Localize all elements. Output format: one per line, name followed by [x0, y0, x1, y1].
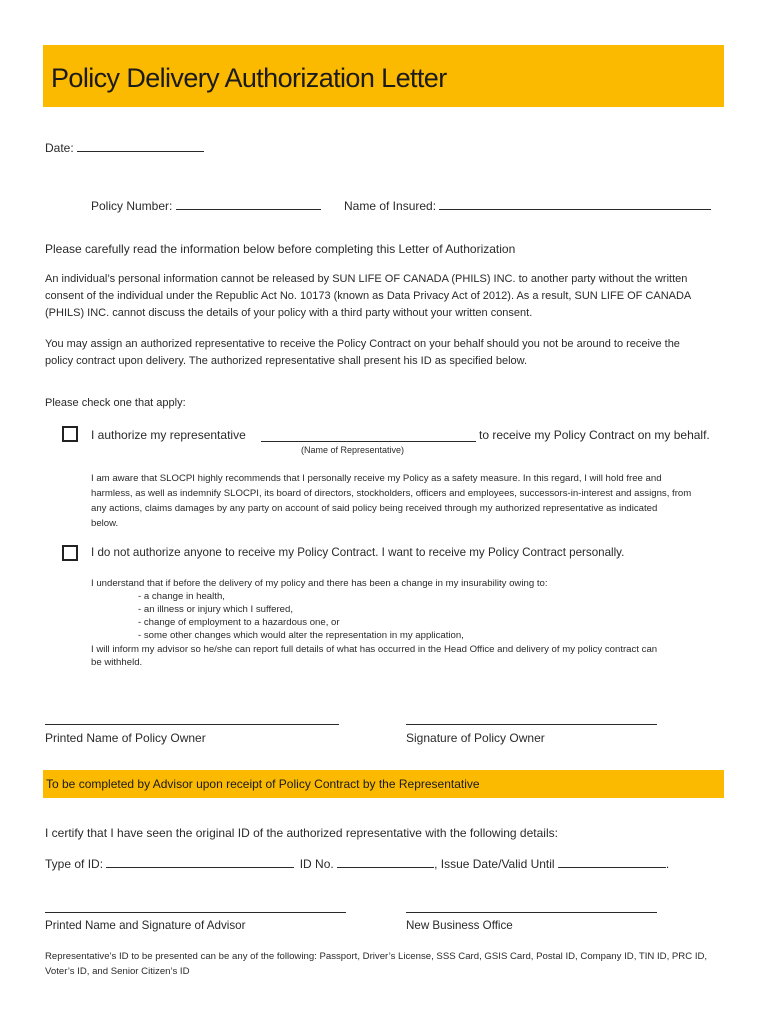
footer-line: Voter’s ID, and Senior Citizen’s ID	[45, 966, 190, 977]
assign-line: policy contract upon delivery. The authorized representative shall present his ID as specified below.	[45, 355, 528, 367]
authorize-representative-checkbox[interactable]	[62, 426, 78, 442]
printed-name-field[interactable]	[45, 724, 339, 725]
change-item: - a change in health,	[138, 591, 225, 602]
footer-note	[45, 949, 707, 979]
outro-line: be withheld.	[91, 657, 143, 668]
detail-line: any actions, claims damages by any party on account of said policy being received through my authorized representative as indicated	[91, 503, 658, 514]
policy-number-field[interactable]	[176, 198, 321, 210]
signature-label: Signature of Policy Owner	[406, 731, 545, 745]
date-label: Date:	[45, 141, 74, 155]
privacy-line: consent of the individual under the Republic Act No. 10173 (known as Data Privacy Act of 2012). As a result, SUN LIFE OF CANADA	[45, 290, 692, 302]
id-row-period: .	[665, 857, 670, 871]
new-business-field[interactable]	[406, 912, 657, 913]
privacy-paragraph	[45, 271, 691, 322]
representative-caption: (Name of Representative)	[301, 445, 405, 455]
insured-name-field[interactable]	[439, 198, 711, 210]
privacy-line: (PHILS) INC. cannot discuss the details of your policy with a third party without your written consent.	[45, 307, 533, 319]
privacy-line: An individual’s personal information cannot be released by SUN LIFE OF CANADA (PHILS) INC. to another party without the written	[45, 273, 688, 285]
new-business-label: New Business Office	[406, 919, 513, 932]
change-item: - some other changes which would alter the representation in my application,	[138, 630, 464, 641]
signature-field[interactable]	[406, 724, 657, 725]
outro-line: I will inform my advisor so he/she can report full details of what has occurred in the Head Office and delivery of my policy contract can	[91, 644, 658, 655]
option-personal-outro	[91, 643, 657, 669]
issue-date-field[interactable]	[558, 856, 666, 868]
detail-line: below.	[91, 518, 119, 529]
representative-name-field[interactable]	[261, 441, 476, 442]
printed-name-label: Printed Name of Policy Owner	[45, 731, 206, 745]
page-title: Policy Delivery Authorization Letter	[51, 63, 447, 93]
insured-name-row	[344, 198, 711, 213]
option-personal-intro: I understand that if before the delivery of my policy and there has been a change in my insurability owing to:	[91, 578, 548, 589]
type-of-id-field[interactable]	[106, 856, 294, 868]
check-prompt: Please check one that apply:	[45, 397, 186, 409]
id-details-row	[45, 856, 669, 871]
policy-number-row	[91, 198, 321, 213]
option-personal-label: I do not authorize anyone to receive my Policy Contract. I want to receive my Policy Contract personally.	[91, 546, 625, 559]
policy-number-label: Policy Number:	[91, 199, 173, 213]
type-of-id-label: Type of ID:	[45, 857, 104, 871]
id-no-field[interactable]	[337, 856, 434, 868]
id-no-label: ID No.	[299, 857, 334, 871]
certify-text: I certify that I have seen the original ID of the authorized representative with the following details:	[45, 826, 558, 840]
change-list	[138, 590, 464, 642]
option-authorize-suffix: to receive my Policy Contract on my behalf.	[479, 428, 710, 442]
detail-line: I am aware that SLOCPI highly recommends that I personally receive my Policy as a safety measure. In this regard, I will hold free and	[91, 473, 662, 484]
option-authorize-prefix: I authorize my representative	[91, 428, 246, 442]
advisor-signature-field[interactable]	[45, 912, 346, 913]
advisor-section-banner	[43, 770, 724, 798]
intro-text: Please carefully read the information below before completing this Letter of Authorization	[45, 242, 516, 256]
advisor-signature-label: Printed Name and Signature of Advisor	[45, 919, 246, 932]
title-banner	[43, 45, 724, 107]
assign-paragraph	[45, 336, 680, 370]
insured-name-label: Name of Insured:	[344, 199, 437, 213]
personal-receipt-checkbox[interactable]	[62, 545, 78, 561]
advisor-heading: To be completed by Advisor upon receipt of Policy Contract by the Representative	[46, 777, 480, 791]
footer-line: Representative’s ID to be presented can be any of the following: Passport, Driver’s License, SSS Card, GSIS Card, Postal ID, Company ID, TIN ID, PRC ID,	[45, 951, 708, 962]
option-authorize-detail	[91, 471, 691, 531]
issue-date-label: , Issue Date/Valid Until	[434, 857, 555, 871]
option-authorize-row	[91, 428, 246, 442]
date-row	[45, 140, 204, 155]
change-item: - an illness or injury which I suffered,	[138, 604, 293, 615]
change-item: - change of employment to a hazardous one, or	[138, 617, 340, 628]
date-field[interactable]	[77, 140, 204, 152]
assign-line: You may assign an authorized representative to receive the Policy Contract on your behalf should you not be around to receive the	[45, 338, 680, 350]
detail-line: harmless, as well as indemnify SLOCPI, its board of directors, stockholders, officers and employees, successors-in-interest and assigns, from	[91, 488, 692, 499]
